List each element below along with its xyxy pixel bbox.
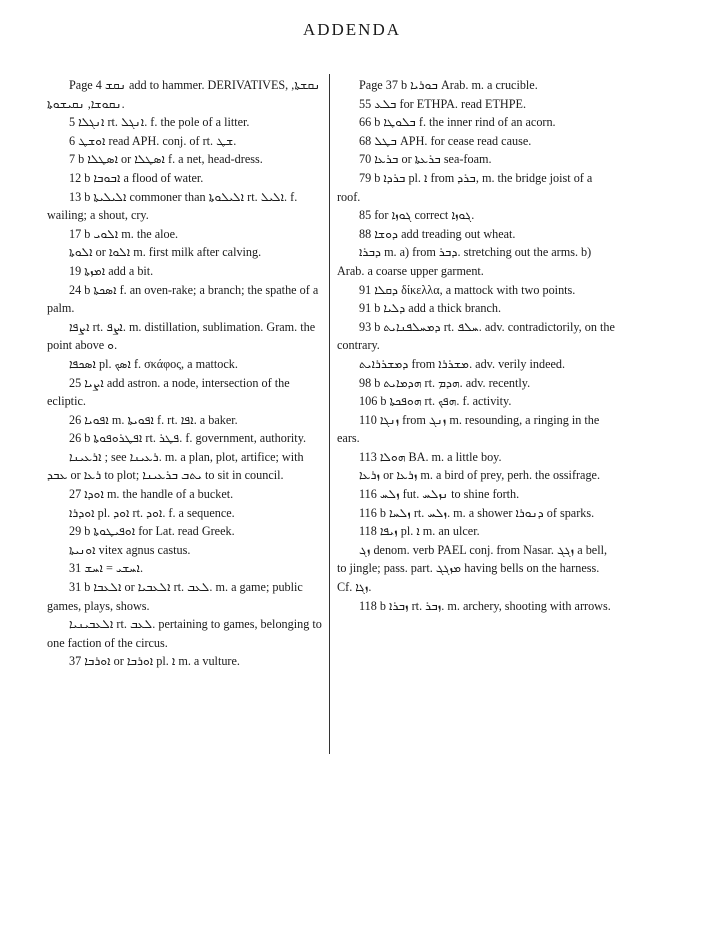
entry: Page 37 b ܒܘܪܝܐ Arab. m. a crucible. — [359, 78, 538, 92]
entry: 7 b ܐܣܛܠܐ or ܐܣܛܠܐ f. a net, head-dress. — [69, 152, 263, 167]
entry: 12 b ܐܒܘܒܐ a flood of water. — [69, 170, 204, 185]
entry: 68 ܒܛܠ APH. for cease read cause. — [359, 133, 532, 148]
page-title: ADDENDA — [302, 20, 402, 39]
entry: 19 ܐܡܙܬܐ add a bit. — [69, 263, 154, 278]
entry: 31 ܐܚܫܝ = ܐܚܫ. — [69, 561, 143, 576]
entry: ܐܨܦܐ rt. ܐܨܦ. m. distillation, sublimation. Gram. the point above ܘ. — [47, 319, 316, 353]
entry: 66 b ܒܠܘܛܐ f. the inner rind of an acorn. — [359, 115, 556, 130]
entry: 70 ܒܪܥܐ or ܒܪܥܬܐ sea-foam. — [359, 152, 492, 167]
entry: 118 b ܙܒܪܐ rt. ܙܒܪ. m. archery, shooting with arrows. — [359, 598, 611, 613]
left-column — [47, 76, 325, 671]
entry: ܐܠܥܒܝܢܝܐ rt. ܠܥܒ. pertaining to games, belonging to one faction of the circus. — [47, 617, 322, 650]
entry: 118 ܙܝܦܐ pl. ܐ m. an ulcer. — [359, 524, 480, 539]
entry: 26 b ܐܦܛܪܘܦܘܬܐ rt. ܦܛܪ. f. government, authority. — [69, 431, 307, 446]
entry: 55 ܒܠܥ for ETHPA. read ETHPE. — [359, 96, 526, 111]
entry: ܙܪܥܐ or ܙܪܥܐ m. a bird of prey, perh. the ossifrage. — [359, 468, 601, 483]
column-divider — [329, 74, 330, 754]
entry: ܕܡܫܪܪܐܝܬ from ܡܫܪܪܐ. adv. verily indeed. — [359, 356, 566, 371]
entry: 116 b ܙܠܚܐ rt. ܙܠܚ. m. a shower ܕܢܘܪܐ of sparks. — [359, 505, 595, 520]
entry: 91 ܕܩܠܐ δίκελλα, a mattock with two points. — [359, 282, 576, 297]
entry: ܐܘܕܪܐ pl. ܐܘܕ rt. ܐܘܕ. f. a sequence. — [69, 505, 235, 520]
right-column — [337, 76, 615, 615]
entry: 37 ܐܘܪܒܐ or ܐܘܪܒܐ pl. ܐ m. a vulture. — [69, 654, 240, 669]
entry: 29 b ܐܘܦܝܛܘܬܐ for Lat. read Greek. — [69, 524, 235, 539]
entry: 31 b ܐܠܥܒܐ or ܐܠܥܒܝܐ rt. ܠܥܒ. m. a game; public games, plays, shows. — [47, 580, 303, 613]
entry: 79 b ܒܪܕܐ pl. ܐ from ܒܪܕ, m. the bridge joist of a roof. — [337, 170, 593, 204]
entry: 110 ܙܢܓܐ from ܙܢܓ m. resounding, a ringing in the ears. — [337, 412, 600, 446]
entry: 6 ܐܘܫܛ read APH. conj. of rt. ܫܛ. — [69, 133, 237, 148]
entry: ܐܪܥܝܢܐ ; see ܪܥܝܢܐ. m. a plan, plot, artifice; with ܥܒܕ or ܪܥܐ to plot; ܝܬܒ ܒܪܥܝܢܐ to sit in council. — [47, 449, 304, 483]
entry: 106 b ܗܘܦܟܬܐ rt. ܗܦܟ. f. activity. — [359, 394, 512, 409]
entry: ܙܓ denom. verb PAEL conj. from Nasar. ܙܓܓ a bell, to jingle; pass. part. ܡܙܓܓ having bells on the harness. Cf. ܙܓܐ. — [337, 542, 608, 595]
entry: ܐܠܘܬܐ or ܐܠܘܐ m. first milk after calving. — [69, 245, 262, 260]
entry: 5 ܐܢܓܠܐ rt. ܐܢܓܠ. f. the pole of a litter. — [69, 115, 250, 130]
entry: 27 ܐܘܕܐ m. the handle of a bucket. — [69, 487, 234, 502]
entry: 13 b ܐܠܝܠܝܬܐ commoner than ܐܠܝܠܘܬܐ rt. ܐܠܝܠ. f. wailing; a shout, cry. — [47, 189, 298, 223]
entry: 88 ܕܘܫܐ add treading out wheat. — [359, 226, 516, 241]
entry: 24 b ܐܣܟܬܐ f. an oven-rake; a branch; the spathe of a palm. — [47, 282, 319, 316]
entry: ܐܘܢܝܬܐ vitex agnus castus. — [69, 542, 191, 557]
entry: 116 ܙܠܚ fut. ܢܙܠܚ to shine forth. — [359, 487, 520, 502]
entry: 113 ܗܘܠܐ BA. m. a little boy. — [359, 449, 502, 464]
entry: 85 for ܓܘܙܐ correct ܓܘܙܐ. — [359, 208, 475, 223]
entry: 91 b ܕܠܝܐ add a thick branch. — [359, 301, 502, 316]
entry: Page 4 ܢܩܫ add to hammer. DERIVATIVES, ܢܩܫܬܐ, ܢܩܘܫܐ, ܢܩܝܫܘܬܐ. — [47, 78, 321, 111]
entry: 26 ܐܦܘܝܐ m. ܐܦܘܝܬܐ f. rt. ܐܦܐ. a baker. — [69, 412, 238, 427]
entry: 25 ܐܨܝܐ add astron. a node, intersection of the ecliptic. — [47, 375, 290, 409]
entry: 93 b ܕܡܚܠܦܢܐܝܬ rt. ܚܠܦ. adv. contradictorily, on the contrary. — [337, 319, 615, 353]
entry: ܐܣܟܦܐ pl. ܐܣܟ f. σκάφος, a mattock. — [69, 356, 238, 371]
entry: 98 b ܗܕܡܐܝܬ rt. ܗܕܡ. adv. recently. — [359, 375, 531, 390]
entry: 17 b ܐܠܘܝ m. the aloe. — [69, 226, 179, 241]
entry: ܕܒܪܐ m. a) from ܕܒܪ. stretching out the arms. b) Arab. a coarse upper garment. — [337, 245, 592, 278]
